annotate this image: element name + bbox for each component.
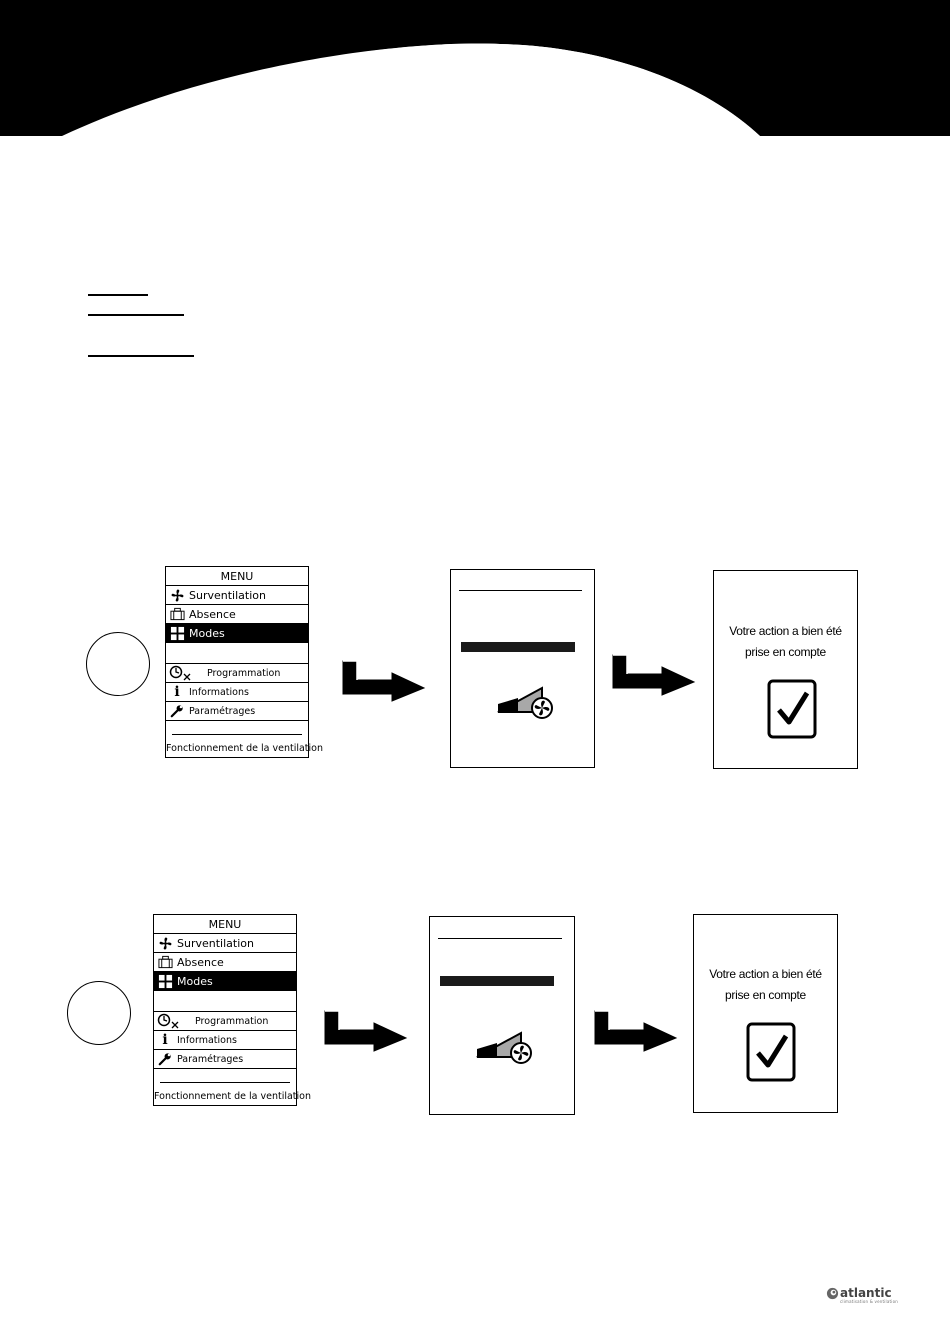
menu-item-label: Programmation xyxy=(195,1015,269,1027)
screen-title-line xyxy=(438,938,562,939)
menu-item-informations[interactable] xyxy=(166,683,308,702)
menu-item-modes[interactable] xyxy=(154,972,296,991)
modes-grid-icon xyxy=(169,625,185,641)
heading-underline-1 xyxy=(88,294,148,296)
menu-item-surventilation[interactable] xyxy=(154,934,296,953)
wrench-icon xyxy=(169,703,185,719)
menu-screen-2 xyxy=(153,914,311,1106)
arrow-right-icon xyxy=(324,1010,408,1052)
menu-item-surventilation[interactable] xyxy=(166,586,308,605)
menu-item-label: Surventilation xyxy=(177,936,254,950)
fan-speed-gauge-icon xyxy=(496,684,558,724)
menu-empty-row xyxy=(166,643,308,664)
fan-icon xyxy=(169,587,185,603)
logo-wordmark: atlantic xyxy=(840,1286,892,1300)
menu-item-absence[interactable] xyxy=(166,605,308,624)
menu-item-parametrages[interactable] xyxy=(154,1050,296,1069)
arrow-right-icon xyxy=(342,660,426,702)
confirmation-line-2: prise en compte xyxy=(725,988,806,1002)
info-icon: i xyxy=(174,684,180,700)
menu-item-label: Absence xyxy=(189,607,236,621)
menu-footer-text: Fonctionnement de la ventilation xyxy=(166,743,323,754)
menu-item-label: Informations xyxy=(177,1034,237,1046)
menu-item-informations[interactable] xyxy=(154,1031,296,1050)
heading-underline-2 xyxy=(88,314,184,316)
step-circle-1 xyxy=(86,632,150,696)
suitcase-icon xyxy=(169,606,185,622)
screen-title-line xyxy=(459,590,582,591)
confirmation-screen-2 xyxy=(693,914,838,1113)
atlantic-logo xyxy=(826,1286,896,1306)
menu-screen-1 xyxy=(165,566,323,758)
menu-title: MENU xyxy=(166,567,308,586)
confirmation-screen-1 xyxy=(713,570,858,769)
confirmation-message xyxy=(714,621,857,663)
menu-item-label: Programmation xyxy=(207,667,281,679)
modes-grid-icon xyxy=(157,973,173,989)
heading-underline-3 xyxy=(88,355,194,357)
menu-item-label: Modes xyxy=(177,974,213,988)
menu-footer xyxy=(154,1069,311,1105)
selected-mode-bar[interactable] xyxy=(461,642,575,652)
logo-tagline: climatisation & ventilation xyxy=(840,1299,898,1304)
atlantic-swirl-icon xyxy=(826,1287,839,1300)
menu-item-modes[interactable] xyxy=(166,624,308,643)
wrench-icon xyxy=(157,1051,173,1067)
menu-item-label: Absence xyxy=(177,955,224,969)
menu-item-parametrages[interactable] xyxy=(166,702,308,721)
mode-setting-screen-1 xyxy=(450,569,595,768)
menu-item-label: Paramétrages xyxy=(177,1053,244,1065)
menu-item-label: Paramétrages xyxy=(189,705,256,717)
menu-footer-text: Fonctionnement de la ventilation xyxy=(154,1091,311,1102)
info-icon: i xyxy=(162,1032,168,1048)
menu-item-label: Surventilation xyxy=(189,588,266,602)
arrow-right-icon xyxy=(594,1010,678,1052)
menu-title: MENU xyxy=(154,915,296,934)
confirmation-line-1: Votre action a bien été xyxy=(709,967,822,981)
suitcase-icon xyxy=(157,954,173,970)
header-banner xyxy=(0,0,950,140)
confirmation-line-1: Votre action a bien été xyxy=(729,624,842,638)
arrow-right-icon xyxy=(612,654,696,696)
fan-speed-gauge-icon xyxy=(475,1029,537,1069)
menu-item-label: Informations xyxy=(189,686,249,698)
checkbox-checked-icon xyxy=(767,679,819,739)
menu-item-programmation[interactable] xyxy=(154,1012,296,1031)
menu-empty-row xyxy=(154,991,296,1012)
menu-item-label: Modes xyxy=(189,626,225,640)
menu-item-programmation[interactable] xyxy=(166,664,308,683)
confirmation-message xyxy=(694,964,837,1006)
step-circle-2 xyxy=(67,981,131,1045)
menu-footer xyxy=(166,721,323,757)
mode-setting-screen-2 xyxy=(429,916,575,1115)
clock-schedule-icon xyxy=(157,1013,183,1029)
confirmation-line-2: prise en compte xyxy=(745,645,826,659)
fan-icon xyxy=(157,935,173,951)
checkbox-checked-icon xyxy=(746,1022,798,1082)
menu-item-absence[interactable] xyxy=(154,953,296,972)
clock-schedule-icon xyxy=(169,665,195,681)
selected-mode-bar[interactable] xyxy=(440,976,554,986)
